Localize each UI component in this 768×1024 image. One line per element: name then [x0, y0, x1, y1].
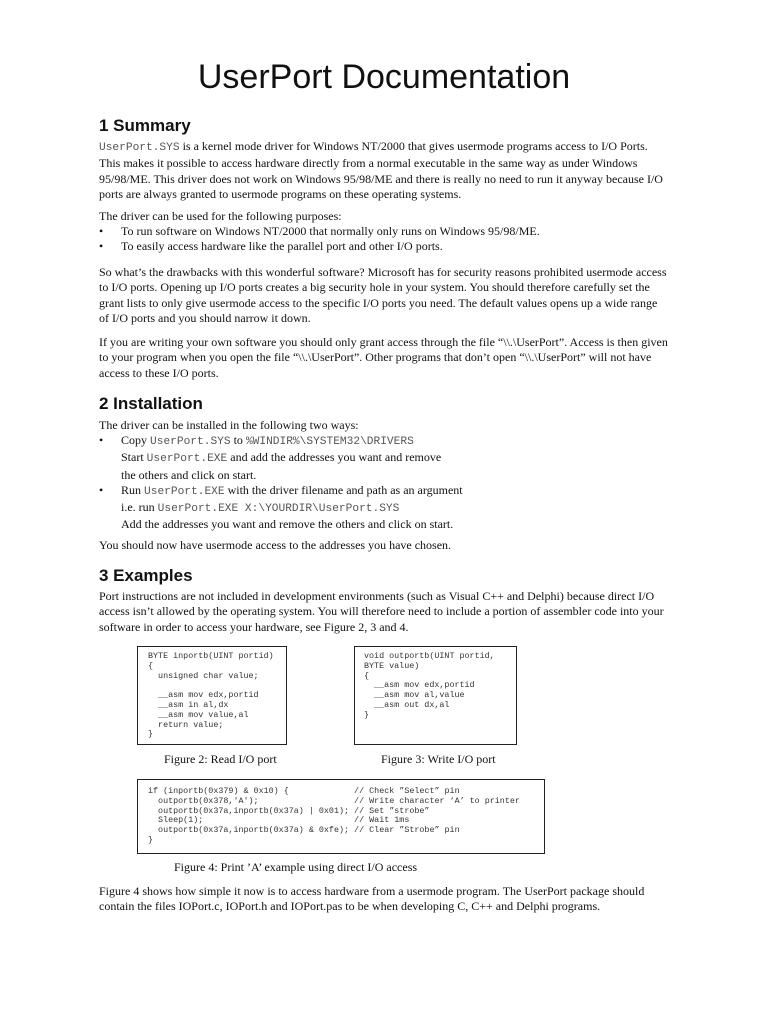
text: with the driver filename and path as an argument: [224, 482, 463, 497]
summary-paragraph-3: So what’s the drawbacks with this wonderful software? Microsoft has for security reasons prohibited usermode access to I/O ports. Opening up I/O ports creates a big security hole in your system. You should therefore carefully set the grant lists to only give usermode access to the specific I/O ports you need. The default values opens up a wide range of I/O ports and you should narrow it down.: [99, 265, 667, 325]
text: Run: [121, 482, 145, 497]
text: i.e. run: [121, 500, 158, 515]
text: Add the addresses you want and remove the others and click on start.: [121, 517, 454, 532]
inline-code: UserPort.SYS: [150, 436, 231, 448]
code-block: if (inportb(0x379) & 0x10) { // Check ”Select” pin outportb(0x378,'A'); // Write character ‘A’ to printer outportb(0x37a,inportb(0x37a) | 0x01); // Set ”strobe” Sleep(1); // Wait 1ms outportb(0x37a,inportb(0x37a) & 0xfe); // Clear ”Strobe” pin }: [148, 786, 520, 845]
section-heading-installation: 2 Installation: [99, 394, 203, 413]
inline-code: UserPort.EXE: [146, 453, 228, 466]
summary-paragraph-1: [99, 139, 669, 202]
figure-3-code-box: [354, 646, 517, 745]
figure-2-caption: Figure 2: Read I/O port: [164, 752, 277, 766]
installation-intro: The driver can be installed in the following two ways:: [99, 418, 359, 432]
figure-4-code-box: [137, 779, 545, 854]
examples-intro: Port instructions are not included in development environments (such as Visual C++ and Delphi) because direct I/O access isn’t allowed by the operating system. You will therefore need to include a portion of assembler code into your software in order to access your hardware, see Figure 2, 3 and 4.: [99, 589, 664, 634]
code-block: void outportb(UINT portid, BYTE value) { __asm mov edx,portid __asm mov al,value __asm out dx,al }: [364, 651, 495, 720]
inline-code: UserPort.EXE X:\YOURDIR\UserPort.SYS: [157, 503, 400, 516]
list-item: • To run software on Windows NT/2000 that normally only runs on Windows 95/98/ME.: [99, 224, 669, 239]
list-item: [99, 433, 669, 483]
page-title: UserPort Documentation: [197, 58, 571, 96]
text: the others and click on start.: [121, 467, 257, 482]
inline-code: UserPort.EXE: [144, 485, 225, 498]
section-heading-summary: 1 Summary: [99, 116, 191, 135]
text: to: [230, 433, 246, 447]
purpose-list: [99, 224, 669, 255]
list-item: • To easily access hardware like the parallel port and other I/O ports.: [99, 239, 669, 254]
inline-code: UserPort.SYS: [99, 142, 180, 154]
text: Start: [121, 450, 147, 465]
list-item: [99, 483, 669, 533]
examples-closing: Figure 4 shows how simple it now is to access hardware from a usermode program. The UserPort package should contain the files IOPort.c, IOPort.h and IOPort.pas to be when developing C, C++ and Delphi programs.: [99, 884, 645, 914]
installation-closing: You should now have usermode access to the addresses you have chosen.: [99, 538, 452, 552]
figure-2-code-box: [137, 646, 287, 745]
code-block: BYTE inportb(UINT portid) { unsigned char value; __asm mov edx,portid __asm in al,dx __asm mov value,al return value; }: [148, 651, 274, 740]
text: Copy: [121, 433, 151, 447]
summary-paragraph-4: If you are writing your own software you should only grant access through the file “\\.\UserPort”. Access is then given to your program when you open the file “\\.\UserPort”. Other programs that don’t open “\\.\UserPort” will not have access to these I/O ports.: [99, 335, 668, 380]
installation-list: [99, 433, 669, 533]
section-heading-examples: 3 Examples: [99, 566, 193, 585]
text: and add the addresses you want and remove: [227, 450, 442, 465]
figure-3-caption: Figure 3: Write I/O port: [381, 752, 496, 766]
paragraph-text: is a kernel mode driver for Windows NT/2000 that gives usermode programs access to I/O Ports. This makes it possible to access hardware directly from a normal executable in the same way as under Windows 95/98/ME. This driver does not work on Windows 95/98/ME and there is really no need to run it anyway because I/O ports are always granted to usermode programs on these operating systems.: [99, 139, 663, 201]
summary-paragraph-2: The driver can be used for the following purposes:: [99, 209, 342, 223]
figure-4-caption: Figure 4: Print ’A’ example using direct I/O access: [174, 860, 418, 874]
inline-code: %WINDIR%\SYSTEM32\DRIVERS: [245, 436, 414, 448]
